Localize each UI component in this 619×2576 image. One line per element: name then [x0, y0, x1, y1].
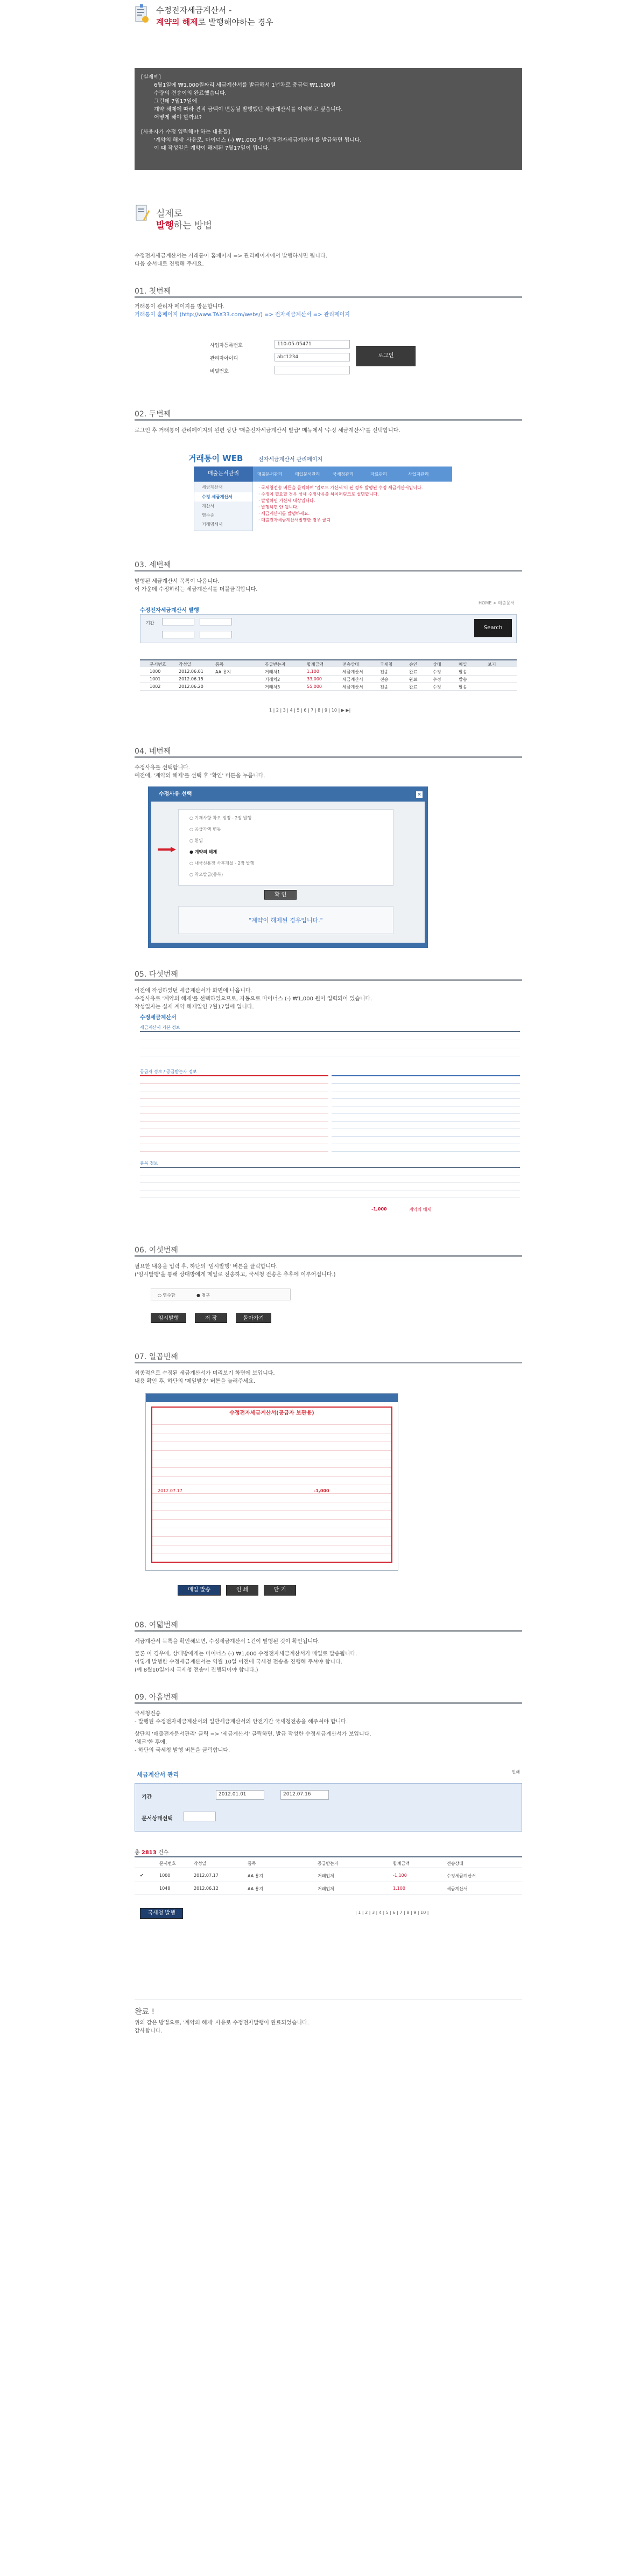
desc-line: · 국세청전송 버튼을 클릭하여 '업로드 가산세'이 된 경우 발행된 수정 세금계산서입니다. — [258, 485, 423, 490]
document-icon — [135, 4, 150, 24]
row-checkbox[interactable]: ✔ — [140, 1873, 144, 1878]
billing-type-radios — [151, 1289, 291, 1300]
final-search-panel — [135, 1783, 522, 1832]
filter-select[interactable] — [162, 631, 194, 638]
menu-item-tax-invoice[interactable]: 세금계산서 — [202, 485, 223, 490]
step-1-text — [135, 303, 350, 319]
result-caption: "계약이 해제된 경우입니다." — [178, 906, 393, 934]
final-table-header: 문서번호 작성일 품목 공급받는자 합계금액 전송상태 — [135, 1856, 522, 1868]
step-divider — [135, 1255, 522, 1257]
intro-line: 수정전자세금계산서는 거래통이 홈페이지 => 관리페이지에서 발행하시면 됩니다. — [135, 253, 327, 259]
intro-text — [135, 252, 327, 268]
step-6-title: 06. 여섯번째 — [135, 1246, 178, 1255]
buyer-table — [332, 1075, 520, 1156]
table-row[interactable]: 1000 2012.06.01 AA 용지 거래처1 1,100 세금계산서 전송 완료 수정 발송 — [140, 668, 517, 676]
step-2-title: 02. 두번째 — [135, 410, 171, 419]
pencil-document-icon — [136, 204, 150, 222]
tab-business[interactable]: 사업자관리 — [408, 472, 429, 477]
date-from-input[interactable]: 2012.01.01 — [216, 1790, 264, 1800]
table-row[interactable]: 1002 2012.06.20 거래처3 55,000 세금계산서 전송 완료 수정 발송 — [140, 683, 517, 691]
subtitle-rest: 로 발행해야하는 경우 — [198, 17, 273, 27]
homepage-link[interactable]: 거래통이 홈페이지 (http://www.TAX33.com/webs/) => 전자세금계산서 => 관리페이지 — [135, 312, 350, 318]
edit-section-basic: 세금계산서 기본 정보 — [140, 1025, 180, 1030]
menu-item-statement[interactable]: 거래명세서 — [202, 522, 223, 527]
subtitle-highlight: 계약의 해제 — [156, 17, 198, 27]
notice-line: 6월1일에 ₩1,000원짜리 세금계산서를 발급해서 1년차로 총금액 ₩1,100원 — [154, 82, 336, 88]
step-3-title: 03. 세번째 — [135, 561, 171, 569]
password-label: 비밀번호 — [210, 369, 229, 374]
col-header: 메일 — [459, 662, 467, 667]
login-button[interactable]: 로그인 — [356, 346, 416, 366]
col-header: 승인 — [409, 662, 418, 667]
period-label: 기간 — [146, 621, 154, 625]
arrow-right-icon — [158, 847, 176, 852]
notice-line: 어떻게 해야 할까요? — [154, 115, 202, 121]
step-text-line: 이전에 작성하였던 세금계산서가 화면에 나옵니다. — [135, 988, 252, 994]
brand-subtitle: 전자세금계산서 관리페이지 — [258, 457, 323, 463]
list-title: 수정전자세금계산서 발행 — [140, 608, 199, 614]
step-text-line: 이 가운데 수정하려는 세금계산서를 더블클릭합니다. — [135, 587, 258, 593]
temporary-issue-button[interactable]: 임시발행 — [151, 1313, 186, 1323]
step-text-line: 세금계산서 목록을 확인해보면, 수정세금계산서 1건이 발행된 것이 확인됩니다. — [135, 1639, 320, 1645]
col-header: 공급받는자 — [265, 662, 286, 667]
dialog-body — [151, 802, 425, 943]
confirm-button[interactable]: 확 인 — [264, 890, 297, 900]
desc-line: · 매출전자세금계산서발행한 경우 클릭 — [258, 518, 330, 523]
invoice-amount: -1,000 — [314, 1488, 329, 1493]
notice-line: 그런데 7월17일에 — [154, 99, 198, 105]
notice-line: 계약 해제에 따라 견적 금액이 변동될 발행했던 세금계산서를 이제하고 싶습니다. — [154, 107, 343, 113]
search-button[interactable]: Search — [474, 619, 512, 637]
admin-id-label: 관리자아이디 — [210, 356, 238, 361]
guide-page — [135, 0, 522, 2576]
nts-issue-button[interactable]: 국세청 발행 — [140, 1908, 183, 1919]
step-text-line: 내용 확인 후, 하단의 '메일발송' 버튼을 눌러주세요. — [135, 1378, 256, 1384]
edit-title: 수정세금계산서 — [140, 1015, 177, 1021]
final-list-screenshot — [135, 1767, 522, 1945]
close-button[interactable]: 닫 기 — [264, 1585, 296, 1596]
radio-claim[interactable]: ● 청구 — [196, 1293, 210, 1298]
step-text-line: 예전에, '계약의 해제'를 선택 후 '확인' 버튼을 누릅니다. — [135, 773, 265, 779]
desc-line: · 세금계산서를 발행하세요. — [258, 511, 310, 516]
print-link[interactable]: 인쇄 — [511, 1770, 520, 1774]
reason-option[interactable]: ○ 환입 — [189, 838, 203, 843]
left-menu — [194, 482, 253, 531]
col-header: 전송상태 — [342, 662, 359, 667]
business-number-label: 사업자등록번호 — [210, 343, 243, 349]
preview-titlebar — [146, 1394, 398, 1402]
total-note: 계약의 해제 — [409, 1207, 432, 1212]
status-filter-label: 문서상태선택 — [142, 1816, 173, 1822]
step-9-title: 09. 아홉번째 — [135, 1693, 178, 1702]
left-menu-head[interactable]: 매출문서관리 — [194, 467, 253, 482]
col-header: 보기 — [488, 662, 496, 667]
tab-data[interactable]: 자료관리 — [370, 472, 387, 477]
date-from-input[interactable] — [162, 618, 194, 625]
step-text-line: 상단의 '매출전자문서관리' 클릭 => '세금계산서' 클릭하면, 발급 작성한 수정세금계산서가 보입니다. — [135, 1731, 371, 1737]
section-title-rest: 하는 방법 — [173, 220, 212, 231]
edit-section-items: 품목 정보 — [140, 1161, 158, 1166]
step-1-title: 01. 첫번째 — [135, 287, 171, 296]
step-text-line: '체크'한 후에, — [135, 1739, 167, 1745]
desc-line: · 수정이 필요할 경우 상세 수정사유를 하이퍼링크로 설명합니다. — [258, 492, 379, 497]
notice-line: [사용자가 수정 입력해야 하는 내용들] — [141, 129, 230, 135]
step-text-line: 이렇게 발행한 수정세금계산서는 익월 10일 이전에 국세청 전송을 진행해 주셔야 합니다. — [135, 1659, 342, 1665]
step-text-line: 작성일자는 실제 계약 해제일인 7월17일에 입니다. — [135, 1004, 254, 1010]
step-8-title: 08. 여덟번째 — [135, 1621, 178, 1630]
step-7-title: 07. 일곱번째 — [135, 1353, 178, 1361]
filter-select-2[interactable] — [200, 631, 232, 638]
date-to-input[interactable]: 2012.07.16 — [280, 1790, 329, 1800]
step-divider — [135, 979, 522, 981]
step-text-line: ('임시발행'을 통해 상대방에게 메일로 전송하고, 국세청 전송은 추후에 이루어집니다.) — [135, 1272, 336, 1278]
revision-reason-dialog — [148, 786, 428, 948]
invoice-date: 2012.07.17 — [158, 1488, 182, 1493]
step-text-line: 물론 이 경우에, 상대방에게는 마이너스 (-) ₩1,000 수정전자세금계산서가 메일로 발송됩니다. — [135, 1651, 357, 1657]
breadcrumb: HOME > 매출문서 — [479, 601, 515, 605]
total-amount: -1,000 — [371, 1207, 387, 1212]
table-row[interactable]: 1001 2012.06.15 거래처2 33,000 세금계산서 전송 완료 수정 발송 — [140, 676, 517, 683]
done-title: 완료 ! — [135, 2008, 155, 2016]
step-divider — [135, 756, 522, 758]
list-table-header — [140, 659, 517, 667]
col-header: 품목 — [215, 662, 224, 667]
invoice-title: 수정전자세금계산서(공급자 보관용) — [152, 1408, 391, 1419]
step-text-line: 거래통이 관리자 페이지를 방문합니다. — [135, 304, 225, 310]
step-divider — [135, 1702, 522, 1704]
final-pagination[interactable]: | 1 | 2 | 3 | 4 | 5 | 6 | 7 | 8 | 9 | 10 | — [355, 1910, 429, 1915]
step-3-text — [135, 577, 257, 594]
item-table — [140, 1167, 520, 1205]
tab-nts[interactable]: 국세청관리 — [333, 472, 354, 477]
supplier-table — [140, 1075, 328, 1156]
step-4-title: 04. 네번째 — [135, 747, 171, 756]
page-subtitle — [156, 16, 273, 27]
section-title-line2 — [156, 218, 212, 231]
step-text-line: - 하단의 국세청 발행 버튼을 클릭합니다. — [135, 1747, 230, 1753]
result-count: 총 2813 건수 — [135, 1850, 169, 1856]
step-8-text — [135, 1638, 357, 1674]
col-header: 합계금액 — [307, 662, 323, 667]
step-text-line: 최종적으로 수정된 세금계산서가 미리보기 화면에 보입니다. — [135, 1370, 275, 1376]
send-mail-button[interactable]: 메일 발송 — [178, 1585, 221, 1596]
reason-option[interactable]: ○ 착오발급(중복) — [189, 872, 223, 877]
table-row[interactable]: 1048 2012.06.12 AA 용지 거래업체 1,100 세금계산서 — [135, 1882, 522, 1895]
menu-description — [258, 485, 449, 530]
step-text-line: (예 8월10일까지 국세청 전송이 진행되어야 합니다.) — [135, 1667, 258, 1673]
invoice-preview — [151, 1407, 392, 1563]
intro-line: 다음 순서대로 진행해 주세요. — [135, 261, 204, 267]
col-header: 상태 — [433, 662, 441, 667]
reason-option-selected[interactable]: ● 계약의 해제 — [189, 850, 217, 854]
count-number: 2813 — [141, 1850, 157, 1856]
section-title-line1: 실제로 — [156, 208, 183, 219]
step-text-line: 수정사유로 '계약의 해제'를 선택하였으므로, 자동으로 마이너스 (-) ₩1,000 원이 입력되어 있습니다. — [135, 996, 372, 1002]
edit-invoice-screenshot — [140, 1013, 522, 1212]
step-divider — [135, 419, 522, 421]
radio-receipt[interactable]: ○ 영수함 — [158, 1293, 175, 1298]
status-filter-select[interactable] — [184, 1812, 216, 1821]
col-header: 국세청 — [380, 662, 393, 667]
list-screenshot — [140, 600, 517, 721]
desc-line: · 발행하면 안 됩니다. — [258, 505, 299, 510]
close-icon[interactable]: × — [416, 791, 423, 798]
tab-purchase[interactable]: 매입문서관리 — [295, 472, 320, 477]
step-5-text — [135, 987, 372, 1011]
section-title-highlight: 발행 — [156, 220, 174, 231]
step-2-text: 로그인 후 거래통이 관리페이지의 왼편 상단 '매출전자세금계산서 발급' 메뉴에서 '수정 세금계산서'를 선택합니다. — [135, 428, 400, 434]
notice-line: '계약의 해제' 사유로, 마이너스 (-) ₩1,000 원 '수정전자세금계산서'를 발급하면 됩니다. — [154, 137, 362, 143]
step-divider — [135, 570, 522, 572]
reason-options — [178, 809, 393, 886]
step-text-line: 발행된 세금계산서 목록이 나옵니다. — [135, 579, 220, 584]
print-button[interactable]: 인 쇄 — [226, 1585, 258, 1596]
dialog-title: 수정사유 선택 — [159, 791, 192, 797]
step-text-line: - 발행된 수정전자세금계산서의 일반세금계산서의 안전기간 국세청전송을 해주셔야 합니다. — [135, 1719, 348, 1725]
step-divider — [135, 1630, 522, 1632]
dialog-titlebar — [151, 790, 425, 799]
example-notice — [135, 68, 522, 170]
table-row[interactable]: ✔ 1000 2012.07.17 AA 용지 거래업체 -1,100 수정세금계산서 — [135, 1869, 522, 1882]
menu-item-invoice[interactable]: 계산서 — [202, 504, 215, 509]
date-to-input[interactable] — [200, 618, 232, 625]
pagination[interactable]: 1 | 2 | 3 | 4 | 5 | 6 | 7 | 8 | 9 | 10 | ▶ ▶| — [269, 708, 351, 713]
preview-window — [145, 1393, 398, 1571]
step-divider — [135, 1362, 522, 1363]
notice-line: 수량의 견송이의 완료했습니다. — [154, 90, 227, 96]
admin-id-input[interactable]: abc1234 — [275, 353, 350, 361]
save-button[interactable]: 저 장 — [195, 1313, 227, 1323]
login-form — [210, 337, 425, 381]
desc-line: · 발행하면 가산세 대상입니다. — [258, 498, 315, 503]
menu-item-revised-invoice[interactable]: 수정 세금계산서 — [194, 492, 252, 502]
tab-sales[interactable]: 매출문서관리 — [257, 472, 283, 477]
col-header: 작성일 — [179, 662, 192, 667]
basic-info-table — [140, 1031, 520, 1063]
step-4-text — [135, 764, 265, 780]
step-text-line: 필요한 내용을 입력 후, 하단의 '임시발행' 버튼을 클릭합니다. — [135, 1264, 278, 1270]
step-6-text — [135, 1263, 336, 1279]
reason-option[interactable]: ○ 기재사항 착오 정정 - 2장 발행 — [189, 816, 252, 820]
top-tab-bar — [253, 467, 452, 482]
edit-section-parties: 공급자 정보 / 공급받는자 정보 — [140, 1069, 197, 1074]
step-7-text — [135, 1369, 275, 1386]
reason-option[interactable]: ○ 공급가액 변동 — [189, 827, 221, 832]
step-text-line: 국세청전송 — [135, 1711, 161, 1717]
done-line: 위의 같은 방법으로, '계약의 해제' 사유로 수정전자발행이 완료되었습니다. — [135, 2020, 309, 2026]
step-text-line: 수정사유를 선택합니다. — [135, 765, 190, 771]
list-table-body — [140, 668, 517, 691]
back-button[interactable]: 돌아가기 — [236, 1313, 271, 1323]
notice-line: [실제예] — [141, 74, 161, 80]
issue-controls — [151, 1289, 312, 1332]
notice-line: 이 때 작성일은 계약이 해제된 7월17일이 됩니다. — [154, 145, 270, 151]
search-panel — [140, 614, 517, 643]
password-input[interactable] — [275, 366, 350, 374]
final-title: 세금계산서 관리 — [137, 1771, 179, 1778]
step-divider — [135, 296, 522, 298]
step-9-text — [135, 1710, 371, 1755]
step-5-title: 05. 다섯번째 — [135, 970, 178, 979]
done-line: 감사합니다. — [135, 2028, 163, 2034]
business-number-input[interactable]: 110-05-05471 — [275, 340, 350, 349]
brand-logo: 거래통이 WEB — [188, 454, 243, 463]
col-header: 문서번호 — [150, 662, 166, 667]
done-text — [135, 2019, 309, 2035]
menu-item-receipt[interactable]: 영수증 — [202, 513, 215, 518]
menu-screenshot — [188, 452, 452, 533]
reason-option[interactable]: ○ 내국신용장 사후개설 - 2장 발행 — [189, 861, 255, 866]
page-title: 수정전자세금계산서 - — [156, 5, 232, 15]
period-label: 기간 — [142, 1794, 152, 1800]
